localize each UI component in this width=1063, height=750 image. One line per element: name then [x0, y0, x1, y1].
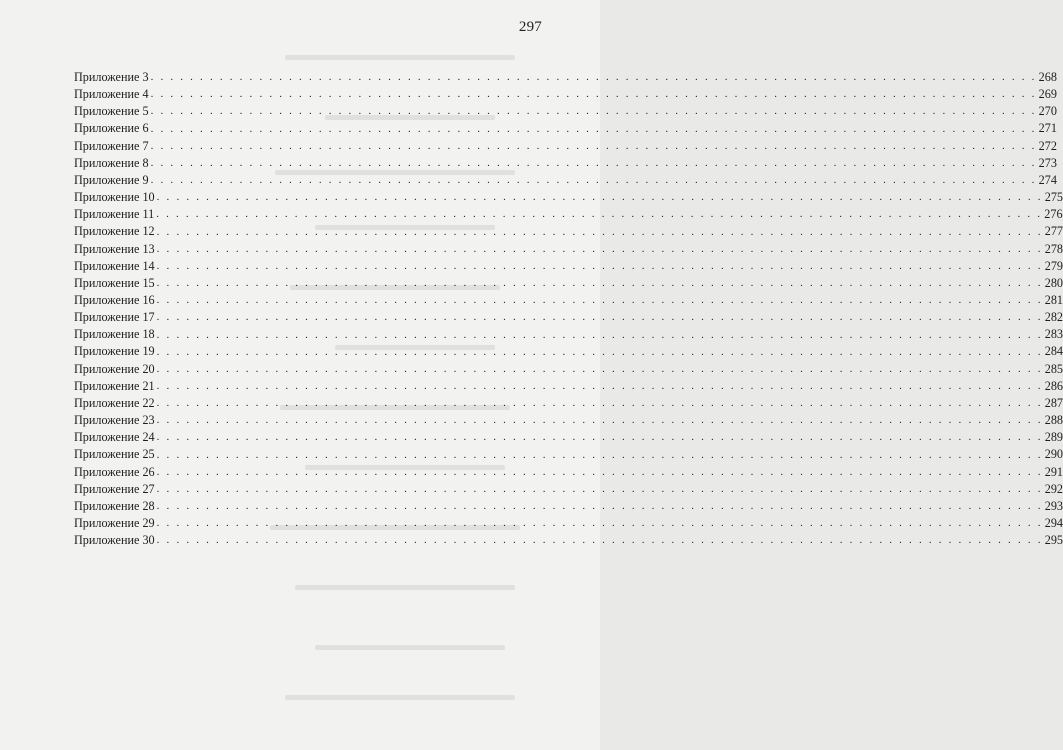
toc-entry-label: Приложение 24: [74, 430, 155, 445]
toc-entry-page: 270: [1038, 104, 1057, 119]
toc-entry-page: 274: [1038, 172, 1057, 187]
toc-entry-label: Приложение 14: [74, 258, 155, 273]
toc-entry: [74, 272, 1063, 290]
toc-entry: [74, 289, 1063, 307]
toc-entry-page: 285: [1044, 361, 1063, 376]
toc-entry-page: 268: [1038, 69, 1057, 84]
toc-entry-label: Приложение 22: [74, 395, 155, 410]
toc-dot-leader: . . . . . . . . . . . . . . . . . . . . . . . . . . . . . . . . . . . . . . . . . . . . . . . . . . . . . . . . . . . . . . . . . . . . . . . . . . . . . . . . . . . . . . . . . .: [150, 88, 1037, 101]
toc-dot-leader: . . . . . . . . . . . . . . . . . . . . . . . . . . . . . . . . . . . . . . . . . . . . . . . . . . . . . . . . . . . . . . . . . . . . . . . . . . . . . . . . . . . . . . . . . .: [156, 517, 1043, 530]
toc-entry: [74, 443, 1063, 462]
toc-dot-leader: . . . . . . . . . . . . . . . . . . . . . . . . . . . . . . . . . . . . . . . . . . . . . . . . . . . . . . . . . . . . . . . . . . . . . . . . . . . . . . . . . . . . . . . . . .: [156, 277, 1043, 290]
toc-entry-page: 295: [1044, 533, 1063, 548]
toc-entry: [74, 152, 1057, 170]
toc-entry-page: 287: [1044, 395, 1063, 410]
toc-entry: [74, 409, 1063, 428]
toc-entry-label: Приложение 7: [74, 138, 149, 153]
toc-dot-leader: . . . . . . . . . . . . . . . . . . . . . . . . . . . . . . . . . . . . . . . . . . . . . . . . . . . . . . . . . . . . . . . . . . . . . . . . . . . . . . . . . . . . . . . . . .: [156, 362, 1043, 375]
toc-entry: [74, 306, 1063, 325]
toc-entry-page: 288: [1044, 413, 1063, 428]
toc-dot-leader: . . . . . . . . . . . . . . . . . . . . . . . . . . . . . . . . . . . . . . . . . . . . . . . . . . . . . . . . . . . . . . . . . . . . . . . . . . . . . . . . . . . . . . . . . .: [150, 139, 1037, 152]
toc-entry: [74, 529, 1063, 548]
toc-entry-label: Приложение 9: [74, 172, 149, 187]
toc-entry-label: Приложение 30: [74, 533, 155, 548]
toc-entry: [74, 375, 1063, 393]
toc-entry: [74, 341, 1063, 359]
toc-entry-label: Приложение 28: [74, 498, 155, 513]
toc-entry-page: 280: [1044, 275, 1063, 290]
toc-entry-page: 284: [1044, 344, 1063, 359]
toc-entry-page: 277: [1044, 224, 1063, 239]
toc-entry-label: Приложение 4: [74, 87, 149, 102]
toc-entry-page: 290: [1044, 447, 1063, 462]
toc-entry: [74, 426, 1063, 445]
toc-dot-leader: . . . . . . . . . . . . . . . . . . . . . . . . . . . . . . . . . . . . . . . . . . . . . . . . . . . . . . . . . . . . . . . . . . . . . . . . . . . . . . . . . . . . . . . . . .: [156, 500, 1043, 513]
toc-dot-leader: . . . . . . . . . . . . . . . . . . . . . . . . . . . . . . . . . . . . . . . . . . . . . . . . . . . . . . . . . . . . . . . . . . . . . . . . . . . . . . . . . . . . . . . . . .: [150, 105, 1037, 118]
toc-entry-label: Приложение 3: [74, 69, 149, 84]
toc-entry-label: Приложение 26: [74, 464, 155, 479]
toc-entry-label: Приложение 25: [74, 447, 155, 462]
toc-dot-leader: . . . . . . . . . . . . . . . . . . . . . . . . . . . . . . . . . . . . . . . . . . . . . . . . . . . . . . . . . . . . . . . . . . . . . . . . . . . . . . . . . . . . . . . . . .: [150, 71, 1037, 84]
toc-entry: [74, 117, 1057, 136]
toc-entry-page: 269: [1038, 87, 1057, 102]
toc-dot-leader: . . . . . . . . . . . . . . . . . . . . . . . . . . . . . . . . . . . . . . . . . . . . . . . . . . . . . . . . . . . . . . . . . . . . . . . . . . . . . . . . . . . . . . . . . .: [150, 174, 1037, 187]
toc-dot-leader: . . . . . . . . . . . . . . . . . . . . . . . . . . . . . . . . . . . . . . . . . . . . . . . . . . . . . . . . . . . . . . . . . . . . . . . . . . . . . . . . . . . . . . . . . .: [156, 379, 1043, 392]
toc-entry-label: Приложение 20: [74, 361, 155, 376]
toc-entry-label: Приложение 18: [74, 327, 155, 342]
toc-entry-page: 292: [1044, 481, 1063, 496]
toc-entry: [74, 66, 1057, 84]
table-of-contents: [74, 66, 1063, 548]
toc-dot-leader: . . . . . . . . . . . . . . . . . . . . . . . . . . . . . . . . . . . . . . . . . . . . . . . . . . . . . . . . . . . . . . . . . . . . . . . . . . . . . . . . . . . . . . . . . .: [156, 311, 1043, 324]
toc-entry: [74, 512, 1063, 531]
toc-entry-label: Приложение 19: [74, 344, 155, 359]
toc-entry-label: Приложение 17: [74, 310, 155, 325]
toc-entry: [74, 135, 1057, 153]
toc-entry: [74, 83, 1057, 102]
toc-entry-label: Приложение 16: [74, 292, 155, 307]
toc-dot-leader: . . . . . . . . . . . . . . . . . . . . . . . . . . . . . . . . . . . . . . . . . . . . . . . . . . . . . . . . . . . . . . . . . . . . . . . . . . . . . . . . . . . . . . . . . .: [156, 465, 1043, 478]
toc-dot-leader: . . . . . . . . . . . . . . . . . . . . . . . . . . . . . . . . . . . . . . . . . . . . . . . . . . . . . . . . . . . . . . . . . . . . . . . . . . . . . . . . . . . . . . . . . .: [156, 294, 1043, 307]
toc-entry-label: Приложение 11: [74, 207, 155, 222]
toc-entry: [74, 323, 1063, 342]
toc-entry: [74, 495, 1063, 513]
toc-entry-label: Приложение 15: [74, 275, 155, 290]
toc-entry: [74, 392, 1063, 410]
toc-dot-leader: . . . . . . . . . . . . . . . . . . . . . . . . . . . . . . . . . . . . . . . . . . . . . . . . . . . . . . . . . . . . . . . . . . . . . . . . . . . . . . . . . . . . . . . . . .: [156, 414, 1043, 427]
toc-entry-page: 289: [1044, 430, 1063, 445]
toc-entry-label: Приложение 6: [74, 121, 149, 136]
toc-entry-page: 282: [1044, 310, 1063, 325]
toc-entry-label: Приложение 12: [74, 224, 155, 239]
toc-entry-page: 286: [1044, 378, 1063, 393]
toc-entry-label: Приложение 10: [74, 190, 155, 205]
toc-entry: [74, 358, 1063, 376]
toc-entry-page: 293: [1044, 498, 1063, 513]
toc-entry: [74, 186, 1063, 205]
toc-dot-leader: . . . . . . . . . . . . . . . . . . . . . . . . . . . . . . . . . . . . . . . . . . . . . . . . . . . . . . . . . . . . . . . . . . . . . . . . . . . . . . . . . . . . . . . . . .: [156, 397, 1043, 410]
toc-dot-leader: . . . . . . . . . . . . . . . . . . . . . . . . . . . . . . . . . . . . . . . . . . . . . . . . . . . . . . . . . . . . . . . . . . . . . . . . . . . . . . . . . . . . . . . . . .: [156, 534, 1043, 547]
toc-entry-page: 294: [1044, 516, 1063, 531]
toc-entry-page: 272: [1038, 138, 1057, 153]
toc-entry: [74, 169, 1057, 187]
toc-entry-page: 281: [1044, 292, 1063, 307]
toc-dot-leader: . . . . . . . . . . . . . . . . . . . . . . . . . . . . . . . . . . . . . . . . . . . . . . . . . . . . . . . . . . . . . . . . . . . . . . . . . . . . . . . . . . . . . . . . . .: [150, 122, 1037, 135]
toc-entry-page: 291: [1044, 464, 1063, 479]
toc-dot-leader: . . . . . . . . . . . . . . . . . . . . . . . . . . . . . . . . . . . . . . . . . . . . . . . . . . . . . . . . . . . . . . . . . . . . . . . . . . . . . . . . . . . . . . . . . .: [156, 225, 1043, 238]
toc-entry: [74, 238, 1063, 256]
toc-dot-leader: . . . . . . . . . . . . . . . . . . . . . . . . . . . . . . . . . . . . . . . . . . . . . . . . . . . . . . . . . . . . . . . . . . . . . . . . . . . . . . . . . . . . . . . . . .: [156, 242, 1043, 255]
toc-dot-leader: . . . . . . . . . . . . . . . . . . . . . . . . . . . . . . . . . . . . . . . . . . . . . . . . . . . . . . . . . . . . . . . . . . . . . . . . . . . . . . . . . . . . . . . . . .: [156, 482, 1043, 495]
toc-entry: [74, 220, 1063, 239]
toc-dot-leader: . . . . . . . . . . . . . . . . . . . . . . . . . . . . . . . . . . . . . . . . . . . . . . . . . . . . . . . . . . . . . . . . . . . . . . . . . . . . . . . . . . . . . . . . . .: [156, 431, 1043, 444]
toc-entry-page: 273: [1038, 155, 1057, 170]
toc-entry-page: 271: [1038, 121, 1057, 136]
toc-dot-leader: . . . . . . . . . . . . . . . . . . . . . . . . . . . . . . . . . . . . . . . . . . . . . . . . . . . . . . . . . . . . . . . . . . . . . . . . . . . . . . . . . . . . . . . . . .: [156, 328, 1043, 341]
toc-entry-label: Приложение 5: [74, 104, 149, 119]
toc-entry-label: Приложение 8: [74, 155, 149, 170]
toc-dot-leader: . . . . . . . . . . . . . . . . . . . . . . . . . . . . . . . . . . . . . . . . . . . . . . . . . . . . . . . . . . . . . . . . . . . . . . . . . . . . . . . . . . . . . . . . . .: [156, 191, 1043, 204]
toc-entry-label: Приложение 23: [74, 413, 155, 428]
toc-dot-leader: . . . . . . . . . . . . . . . . . . . . . . . . . . . . . . . . . . . . . . . . . . . . . . . . . . . . . . . . . . . . . . . . . . . . . . . . . . . . . . . . . . . . . . . . . .: [156, 345, 1043, 358]
toc-entry-label: Приложение 13: [74, 241, 155, 256]
toc-dot-leader: . . . . . . . . . . . . . . . . . . . . . . . . . . . . . . . . . . . . . . . . . . . . . . . . . . . . . . . . . . . . . . . . . . . . . . . . . . . . . . . . . . . . . . . . . .: [156, 448, 1043, 461]
toc-entry-page: 276: [1044, 207, 1063, 222]
toc-entry: [74, 478, 1063, 496]
toc-dot-leader: . . . . . . . . . . . . . . . . . . . . . . . . . . . . . . . . . . . . . . . . . . . . . . . . . . . . . . . . . . . . . . . . . . . . . . . . . . . . . . . . . . . . . . . . . .: [150, 156, 1037, 169]
toc-entry-page: 279: [1044, 258, 1063, 273]
toc-entry-label: Приложение 27: [74, 481, 155, 496]
page-number: 297: [518, 19, 542, 35]
toc-entry-page: 278: [1044, 241, 1063, 256]
toc-entry-label: Приложение 29: [74, 516, 155, 531]
toc-entry: [74, 203, 1063, 222]
toc-dot-leader: . . . . . . . . . . . . . . . . . . . . . . . . . . . . . . . . . . . . . . . . . . . . . . . . . . . . . . . . . . . . . . . . . . . . . . . . . . . . . . . . . . . . . . . . . .: [156, 259, 1043, 272]
toc-entry: [74, 100, 1057, 119]
toc-dot-leader: . . . . . . . . . . . . . . . . . . . . . . . . . . . . . . . . . . . . . . . . . . . . . . . . . . . . . . . . . . . . . . . . . . . . . . . . . . . . . . . . . . . . . . . . . .: [156, 208, 1043, 221]
toc-entry: [74, 461, 1063, 479]
toc-entry-label: Приложение 21: [74, 378, 155, 393]
toc-entry: [74, 255, 1063, 273]
toc-entry-page: 283: [1044, 327, 1063, 342]
toc-entry-page: 275: [1044, 190, 1063, 205]
